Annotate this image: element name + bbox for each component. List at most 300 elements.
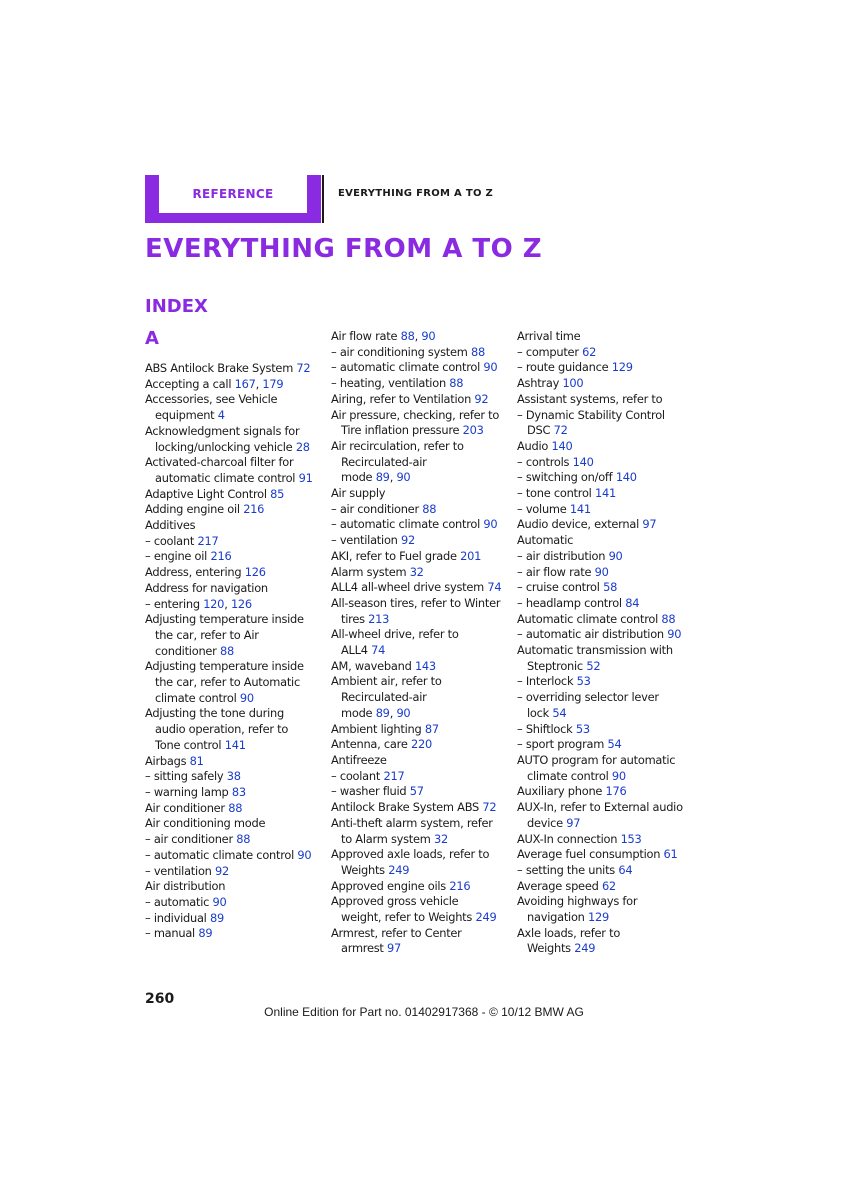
page-reference-link[interactable]: 126 xyxy=(244,565,266,580)
index-entry-text: – sport program xyxy=(517,737,608,752)
page-reference-link[interactable]: 91 xyxy=(298,470,313,485)
index-entry-text: – Dynamic Stability Control xyxy=(517,407,665,422)
index-entry xyxy=(517,784,697,800)
page-reference-link[interactable]: 92 xyxy=(474,391,489,406)
index-entry xyxy=(145,911,325,927)
index-entry-text: Activated-charcoal filter for xyxy=(145,455,294,470)
index-entry-text: automatic climate control xyxy=(155,470,299,485)
index-entry xyxy=(517,470,697,486)
index-entry xyxy=(145,502,325,518)
index-entry-text: AUTO program for automatic xyxy=(517,752,676,767)
index-entry: Air flow rate 88, 90 xyxy=(331,329,436,343)
page-reference-link[interactable]: 141 xyxy=(224,737,246,752)
index-entry xyxy=(145,864,325,880)
page-title: EVERYTHING FROM A TO Z xyxy=(145,234,543,264)
index-entry xyxy=(145,565,325,581)
page-reference-link[interactable]: 72 xyxy=(482,800,497,815)
page-reference-link[interactable]: 89 xyxy=(209,910,224,925)
index-entry-text: armrest xyxy=(341,941,388,956)
page-reference-link[interactable]: 53 xyxy=(576,674,591,689)
index-entry xyxy=(517,847,697,863)
index-entry xyxy=(331,627,511,658)
page-reference-link[interactable]: 176 xyxy=(605,784,627,799)
index-entry-text: AKI, refer to Fuel grade xyxy=(331,548,461,563)
index-entry: – entering 120, 126 xyxy=(145,596,252,611)
index-entry xyxy=(145,801,325,817)
page-reference-link[interactable]: 89 xyxy=(375,470,390,485)
section-tab-label: REFERENCE xyxy=(159,175,307,213)
index-entry-text: – controls xyxy=(517,454,573,469)
index-entry xyxy=(331,879,511,895)
index-entry xyxy=(517,800,697,831)
index-entry-text: – route guidance xyxy=(517,360,612,375)
index-entry-text: – entering xyxy=(145,596,204,611)
page-reference-link[interactable]: 52 xyxy=(586,658,601,673)
index-entry-text: AM, waveband xyxy=(331,658,415,673)
index-entry-text: Average speed xyxy=(517,878,602,893)
index-entry xyxy=(517,565,697,581)
page-reference-link[interactable]: 4 xyxy=(217,408,225,423)
footer-text: Online Edition for Part no. 01402917368 - © 10/12 BMW AG xyxy=(264,1005,584,1019)
index-entry-text: mode xyxy=(341,705,376,720)
page-reference-link[interactable]: 72 xyxy=(553,423,568,438)
page-reference-link[interactable]: 62 xyxy=(601,878,616,893)
index-entry-text: Audio xyxy=(517,438,552,453)
index-entry xyxy=(331,408,511,439)
index-entry-text: mode xyxy=(341,470,376,485)
index-entry-text: Adjusting temperature inside xyxy=(145,612,304,627)
page-reference-link[interactable]: 140 xyxy=(551,438,573,453)
index-entry-text: Air conditioning mode xyxy=(145,816,266,831)
index-entry xyxy=(331,392,511,408)
index-entry xyxy=(331,549,511,565)
page-reference-link[interactable]: 129 xyxy=(588,910,610,925)
index-entry-text: – overriding selector lever xyxy=(517,690,659,705)
index-entry-text: Automatic xyxy=(517,533,574,548)
page-reference-link[interactable]: 90 xyxy=(483,517,498,532)
index-entry xyxy=(331,800,511,816)
index-entry xyxy=(331,753,511,769)
index-entry-text: – air conditioner xyxy=(331,501,423,516)
index-entry-text: Audio device, external xyxy=(517,517,643,532)
index-entry-text: – automatic climate control xyxy=(145,847,298,862)
index-entry-text: AUX-In connection xyxy=(517,831,621,846)
header-divider xyxy=(322,175,324,223)
index-entry xyxy=(517,376,697,392)
index-entry xyxy=(145,879,325,895)
index-entry-text: – Interlock xyxy=(517,674,577,689)
index-entry-text: Steptronic xyxy=(527,658,587,673)
index-entry xyxy=(331,376,511,392)
index-entry xyxy=(145,487,325,503)
page-reference-link[interactable]: 74 xyxy=(371,643,386,658)
index-entry xyxy=(331,345,511,361)
index-entry xyxy=(331,737,511,753)
index-entry-text: ABS Antilock Brake System xyxy=(145,361,297,375)
index-entry-text: Acknowledgment signals for xyxy=(145,423,300,438)
index-entry-text: Air recirculation, refer to xyxy=(331,438,464,453)
index-entry-text: Air conditioner xyxy=(145,800,229,815)
index-entry xyxy=(517,596,697,612)
index-entry-text: Recirculated-air xyxy=(341,690,427,705)
index-entry xyxy=(331,486,511,502)
page-reference-link[interactable]: 216 xyxy=(449,878,471,893)
index-entry xyxy=(517,408,697,439)
index-entry-text: – Shiftlock xyxy=(517,721,576,736)
index-entry xyxy=(517,627,697,643)
index-entry xyxy=(517,737,697,753)
page-reference-link[interactable]: 88 xyxy=(400,329,415,343)
page-reference-link[interactable]: 217 xyxy=(197,533,219,548)
page-reference-link[interactable]: 201 xyxy=(460,548,482,563)
index-entry-text: Approved gross vehicle xyxy=(331,894,459,909)
index-entry-text: – washer fluid xyxy=(331,784,410,799)
page-reference-link[interactable]: 153 xyxy=(620,831,642,846)
index-entry xyxy=(517,329,697,345)
index-entry-text: Recirculated-air xyxy=(341,454,427,469)
page-reference-link[interactable]: 84 xyxy=(625,595,640,610)
index-entry-text: DSC xyxy=(527,423,554,438)
index-entry-text: – sitting safely xyxy=(145,769,227,784)
index-entry xyxy=(331,580,511,596)
section-title: INDEX xyxy=(145,296,208,317)
index-entry xyxy=(517,549,697,565)
index-entry-text: – setting the units xyxy=(517,862,619,877)
index-entry-text: Accessories, see Vehicle xyxy=(145,392,278,407)
section-tab xyxy=(145,175,321,223)
index-entry xyxy=(517,360,697,376)
page-reference-link[interactable]: 140 xyxy=(615,470,637,485)
index-entry xyxy=(145,581,325,597)
index-entry xyxy=(331,502,511,518)
index-entry xyxy=(517,533,697,549)
index-entry-text: Air flow rate xyxy=(331,329,401,343)
index-entry-text: Ambient air, refer to xyxy=(331,674,442,689)
index-entry-text: – air distribution xyxy=(517,548,609,563)
page-reference-link[interactable]: 90 xyxy=(667,627,682,642)
page-reference-link[interactable]: 88 xyxy=(470,344,485,359)
index-entry-text: climate control xyxy=(527,768,612,783)
index-column-3 xyxy=(517,329,697,957)
index-entry-text: – air flow rate xyxy=(517,564,595,579)
index-entry-text: – air conditioning system xyxy=(331,344,471,359)
index-entry xyxy=(145,769,325,785)
index-entry xyxy=(145,895,325,911)
index-entry-text: Antenna, care xyxy=(331,737,411,752)
index-entry-text: ALL4 all-wheel drive system xyxy=(331,580,488,595)
page-reference-link[interactable]: 249 xyxy=(574,941,596,956)
page-reference-link[interactable]: 92 xyxy=(215,863,229,878)
index-entry xyxy=(517,643,697,674)
page-reference-link[interactable]: 90 xyxy=(608,548,623,563)
page-reference-link[interactable]: 89 xyxy=(198,926,213,941)
page-reference-link[interactable]: 213 xyxy=(368,611,390,626)
page-reference-link[interactable]: 97 xyxy=(387,941,402,956)
page-reference-link[interactable]: 203 xyxy=(462,423,484,438)
index-entry-text: Additives xyxy=(145,518,196,533)
page-reference-link[interactable]: 81 xyxy=(189,753,204,768)
page-reference-link[interactable]: 90 xyxy=(421,329,436,343)
index-entry-text: – automatic climate control xyxy=(331,360,484,375)
page-reference-link[interactable]: 32 xyxy=(434,831,448,846)
index-entry-text: Air pressure, checking, refer to xyxy=(331,407,500,422)
index-entry xyxy=(331,360,511,376)
index-entry xyxy=(517,439,697,455)
index-entry xyxy=(145,361,325,377)
page-reference-link[interactable]: 120 xyxy=(203,596,225,611)
page-reference-link[interactable]: 64 xyxy=(618,862,633,877)
index-entry-text: – ventilation xyxy=(331,533,401,548)
index-entry-text: Anti-theft alarm system, refer xyxy=(331,815,493,830)
index-entry-text: – computer xyxy=(517,344,583,359)
page-reference-link[interactable]: 83 xyxy=(231,784,246,799)
index-entry xyxy=(331,596,511,627)
page-reference-link[interactable]: 90 xyxy=(396,470,411,485)
page-reference-link[interactable]: 179 xyxy=(262,376,284,391)
index-entry xyxy=(145,518,325,534)
index-entry-text: Adding engine oil xyxy=(145,502,244,517)
index-entry-text: Weights xyxy=(341,862,389,877)
page-reference-link[interactable]: 72 xyxy=(296,361,311,375)
index-entry-text: Average fuel consumption xyxy=(517,847,664,862)
index-entry-text: – warning lamp xyxy=(145,784,232,799)
index-entry-text: – coolant xyxy=(145,533,198,548)
index-entry xyxy=(517,879,697,895)
index-entry-text: Adjusting temperature inside xyxy=(145,659,304,674)
index-entry-text: – individual xyxy=(145,910,210,925)
index-entry-text: Alarm system xyxy=(331,564,410,579)
index-entry xyxy=(517,392,697,408)
index-entry xyxy=(331,533,511,549)
page-reference-link[interactable]: 126 xyxy=(230,596,252,611)
index-entry xyxy=(331,769,511,785)
index-entry xyxy=(145,612,325,659)
index-entry-text: Address for navigation xyxy=(145,580,268,595)
index-entry: Ambient air, refer to Recirculated-air mode 89, 90 xyxy=(331,674,442,720)
page-reference-link[interactable]: 57 xyxy=(409,784,424,799)
index-entry-text: Automatic climate control xyxy=(517,611,662,626)
index-entry-text: Automatic transmission with xyxy=(517,643,673,658)
index-entry-text: navigation xyxy=(527,910,589,925)
page-reference-link[interactable]: 32 xyxy=(409,564,424,579)
index-entry xyxy=(145,816,325,832)
index-entry-text: conditioner xyxy=(155,643,220,658)
page-reference-link[interactable]: 141 xyxy=(594,486,616,501)
page-reference-link[interactable]: 249 xyxy=(388,862,410,877)
page-reference-link[interactable]: 140 xyxy=(572,454,594,469)
page-reference-link[interactable]: 54 xyxy=(607,737,622,752)
index-entry xyxy=(517,345,697,361)
index-entry xyxy=(145,706,325,753)
index-entry-text: – ventilation xyxy=(145,863,215,878)
index-entry xyxy=(145,832,325,848)
index-entry-text: – volume xyxy=(517,501,570,516)
index-entry-text: – cruise control xyxy=(517,580,604,595)
page-reference-link[interactable]: 90 xyxy=(212,894,227,909)
page-reference-link[interactable]: 167 xyxy=(234,376,256,391)
page-reference-link[interactable]: 90 xyxy=(594,564,609,579)
index-entry-text: – air conditioner xyxy=(145,832,237,847)
index-entry-text: audio operation, refer to xyxy=(155,722,289,737)
page-reference-link[interactable]: 97 xyxy=(566,815,581,830)
page-reference-link[interactable]: 58 xyxy=(603,580,618,595)
page-reference-link[interactable]: 89 xyxy=(375,705,390,720)
page-reference-link[interactable]: 141 xyxy=(569,501,591,516)
index-entry-text: All-season tires, refer to Winter xyxy=(331,595,501,610)
index-entry-text: equipment xyxy=(155,408,218,423)
index-entry xyxy=(331,784,511,800)
page-reference-link[interactable]: 97 xyxy=(642,517,657,532)
index-entry-text: Adjusting the tone during xyxy=(145,706,284,721)
index-entry-text: Address, entering xyxy=(145,565,245,580)
index-entry xyxy=(517,863,697,879)
index-entry xyxy=(145,848,325,864)
index-entry xyxy=(145,534,325,550)
page-reference-link[interactable]: 88 xyxy=(236,832,251,847)
index-entry-text: Ambient lighting xyxy=(331,721,425,736)
index-entry-text: Air distribution xyxy=(145,879,226,894)
index-entry-text: – automatic xyxy=(145,894,213,909)
index-entry xyxy=(517,612,697,628)
page-reference-link[interactable]: 87 xyxy=(424,721,439,736)
index-entry xyxy=(145,424,325,455)
index-entry xyxy=(517,722,697,738)
index-entry-text: lock xyxy=(527,705,553,720)
index-entry-text: Approved axle loads, refer to xyxy=(331,847,490,862)
page-reference-link[interactable]: 216 xyxy=(243,502,265,517)
page-reference-link[interactable]: 100 xyxy=(562,376,584,391)
index-entry-text: to Alarm system xyxy=(341,831,434,846)
page-reference-link[interactable]: 28 xyxy=(295,439,310,454)
page-reference-link[interactable]: 54 xyxy=(552,705,567,720)
index-entry xyxy=(331,565,511,581)
index-entry-text: – engine oil xyxy=(145,549,211,564)
index-entry xyxy=(145,549,325,565)
index-column-1 xyxy=(145,329,325,942)
index-entry-text: Tire inflation pressure xyxy=(341,423,463,438)
index-entry xyxy=(517,926,697,957)
index-letter-heading: A xyxy=(145,328,159,349)
index-entry xyxy=(517,580,697,596)
index-entry xyxy=(331,894,511,925)
index-entry: Accepting a call 167, 179 xyxy=(145,376,284,391)
index-entry-text: weight, refer to Weights xyxy=(341,910,476,925)
index-entry xyxy=(517,832,697,848)
index-entry xyxy=(517,486,697,502)
index-entry-text: Avoiding highways for xyxy=(517,894,638,909)
index-entry-text: Tone control xyxy=(155,737,225,752)
page-reference-link[interactable]: 92 xyxy=(401,533,415,548)
index-entry-text: – manual xyxy=(145,926,199,941)
index-entry-text: – heating, ventilation xyxy=(331,376,450,391)
index-entry xyxy=(331,517,511,533)
page-reference-link[interactable]: 90 xyxy=(396,705,411,720)
index-entry xyxy=(331,816,511,847)
page-reference-link[interactable]: 88 xyxy=(219,643,234,658)
index-entry-text: the car, refer to Automatic xyxy=(155,675,300,690)
page-reference-link[interactable]: 220 xyxy=(410,737,432,752)
index-entry xyxy=(145,926,325,942)
index-entry-text: Approved engine oils xyxy=(331,878,450,893)
page-reference-link[interactable]: 90 xyxy=(297,847,312,862)
index-entry-text: Adaptive Light Control xyxy=(145,486,271,501)
index-entry-text: Arrival time xyxy=(517,329,581,343)
page-reference-link[interactable]: 216 xyxy=(210,549,232,564)
index-entry xyxy=(331,659,511,675)
index-entry-text: All-wheel drive, refer to xyxy=(331,627,459,642)
page-reference-link[interactable]: 88 xyxy=(422,501,437,516)
page-reference-link[interactable]: 53 xyxy=(575,721,590,736)
index-entry xyxy=(517,502,697,518)
page-reference-link[interactable]: 249 xyxy=(475,910,497,925)
index-entry-text: Air supply xyxy=(331,486,386,501)
index-entry xyxy=(331,847,511,878)
index-entry-text: – headlamp control xyxy=(517,595,626,610)
index-entry-text: Airbags xyxy=(145,753,190,768)
index-entry xyxy=(517,674,697,690)
page-reference-link[interactable]: 90 xyxy=(611,768,626,783)
index-entry-text: Armrest, refer to Center xyxy=(331,925,462,940)
page-reference-link[interactable]: 90 xyxy=(239,690,254,705)
index-entry xyxy=(145,455,325,486)
page-reference-link[interactable]: 90 xyxy=(483,360,498,375)
page-reference-link[interactable]: 88 xyxy=(228,800,243,815)
index-entry-text: ALL4 xyxy=(341,643,372,658)
page-reference-link[interactable]: 217 xyxy=(383,768,405,783)
index-entry-text: Assistant systems, refer to xyxy=(517,391,663,406)
index-entry xyxy=(145,659,325,706)
index-entry xyxy=(517,753,697,784)
page-reference-link[interactable]: 85 xyxy=(270,486,285,501)
index-entry-text: device xyxy=(527,815,567,830)
index-entry-text: – automatic air distribution xyxy=(517,627,668,642)
index-entry xyxy=(331,722,511,738)
index-entry-text: – tone control xyxy=(517,486,595,501)
page-reference-link[interactable]: 61 xyxy=(663,847,678,862)
index-entry xyxy=(517,690,697,721)
index-entry xyxy=(517,894,697,925)
index-entry xyxy=(517,517,697,533)
page-reference-link[interactable]: 38 xyxy=(226,769,241,784)
index-entry-text: Axle loads, refer to xyxy=(517,925,621,940)
index-entry xyxy=(145,785,325,801)
page-reference-link[interactable]: 74 xyxy=(487,580,502,595)
index-entry-text: Accepting a call xyxy=(145,376,235,391)
index-entry-text: climate control xyxy=(155,690,240,705)
index-entry-text: locking/unlocking vehicle xyxy=(155,439,296,454)
page-reference-link[interactable]: 62 xyxy=(582,344,597,359)
index-entry-text: tires xyxy=(341,611,369,626)
index-entry xyxy=(517,455,697,471)
running-head: EVERYTHING FROM A TO Z xyxy=(338,188,494,199)
page-reference-link[interactable]: 143 xyxy=(414,658,436,673)
index-entry-text: – automatic climate control xyxy=(331,517,484,532)
index-entry-text: Airing, refer to Ventilation xyxy=(331,391,475,406)
index-entry-text: Auxiliary phone xyxy=(517,784,606,799)
index-entry xyxy=(145,392,325,423)
index-entry-text: Weights xyxy=(527,941,575,956)
index-entry xyxy=(331,926,511,957)
index-entry-text: Ashtray xyxy=(517,376,563,391)
page-number: 260 xyxy=(145,991,175,1007)
page-reference-link[interactable]: 129 xyxy=(611,360,633,375)
page-reference-link[interactable]: 88 xyxy=(661,611,676,626)
page-reference-link[interactable]: 88 xyxy=(449,376,464,391)
index-entry-text: – coolant xyxy=(331,768,384,783)
index-column-2 xyxy=(331,329,511,957)
index-entry-text: the car, refer to Air xyxy=(155,627,259,642)
index-entry-text: Antifreeze xyxy=(331,752,387,767)
